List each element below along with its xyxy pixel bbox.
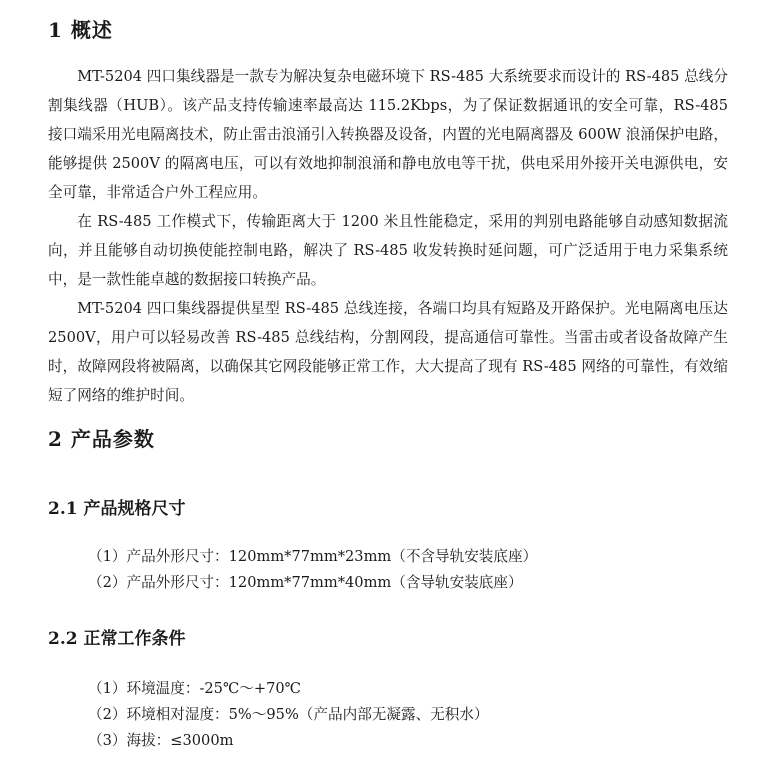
section-1-paragraph-2: 在 RS-485 工作模式下，传输距离大于 1200 米且性能稳定，采用的判别电路能够自动感知数据流向，并且能够自动切换使能控制电路，解决了 RS-485 收发转换时延问题，可广泛适用于电力采集系统中，是一款性能卓越的数据接口转换产品。 xyxy=(48,213,728,288)
condition-item-1: （1）环境温度：-25℃～+70℃ xyxy=(88,680,301,697)
section-2-heading: 2 产品参数 xyxy=(48,427,155,451)
section-1-paragraph-1: MT-5204 四口集线器是一款专为解决复杂电磁环境下 RS-485 大系统要求而设计的 RS-485 总线分割集线器（HUB）。该产品支持传输速率最高达 115.2Kbps，为了保证数据通讯的安全可靠，RS-485 接口端采用光电隔离技术，防止雷击浪涌引入转换器及设备，内置的光电隔离器及 600W 浪涌保护电路，能够提供 2500V 的隔离电压，可以有效地抑制浪涌和静电放电等干扰，供电采用外接开关电源供电，安全可靠，非常适合户外工程应用。 xyxy=(48,68,728,201)
condition-item-3: （3）海拔：≤3000m xyxy=(88,732,234,749)
section-1-paragraph-3: MT-5204 四口集线器提供星型 RS-485 总线连接，各端口均具有短路及开路保护。光电隔离电压达 2500V，用户可以轻易改善 RS-485 总线结构，分割网段，提高通信可靠性。当雷击或者设备故障产生时，故障网段将被隔离，以确保其它网段能够正常工作，大大提高了现有 RS-485 网络的可靠性，有效缩短了网络的维护时间。 xyxy=(48,300,728,404)
section-1-heading: 1 概述 xyxy=(48,18,113,42)
spec-item-1: （1）产品外形尺寸：120mm*77mm*23mm（不含导轨安装底座） xyxy=(88,548,538,565)
section-2-2-heading: 2.2 正常工作条件 xyxy=(48,629,186,649)
condition-item-2: （2）环境相对湿度：5%～95%（产品内部无凝露、无积水） xyxy=(88,706,489,723)
section-2-1-heading: 2.1 产品规格尺寸 xyxy=(48,499,186,519)
spec-item-2: （2）产品外形尺寸：120mm*77mm*40mm（含导轨安装底座） xyxy=(88,574,523,591)
